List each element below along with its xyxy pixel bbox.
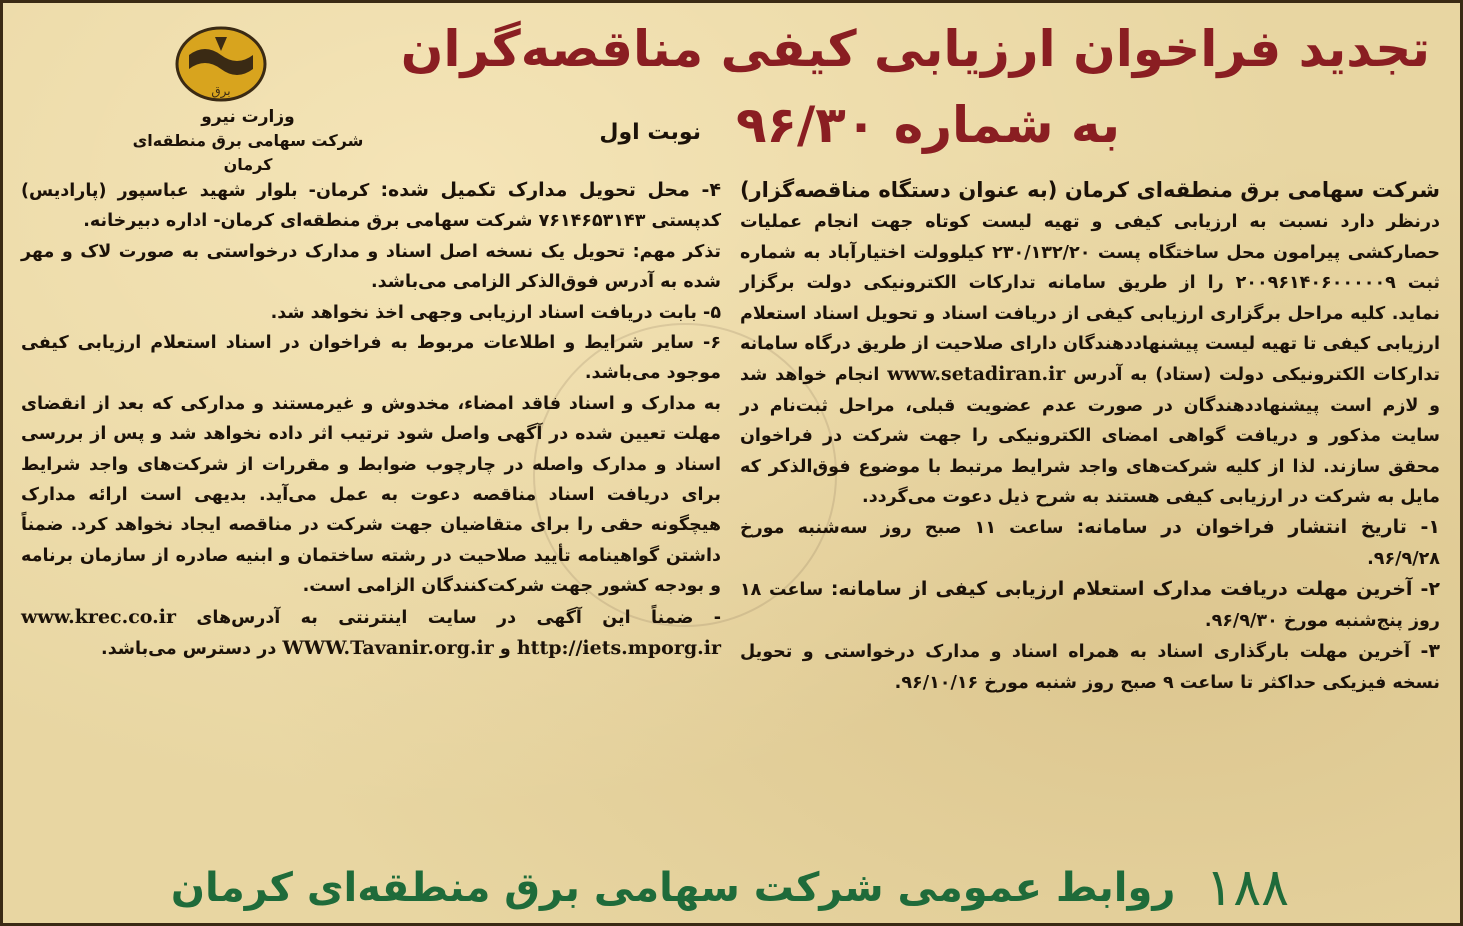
item-1-heading: ۱- تاریخ انتشار فراخوان در سامانه: <box>1076 516 1440 539</box>
item-3 <box>740 636 1440 698</box>
intro-text: درنظر دارد نسبت به ارزیابی کیفی و تهیه لیست کوتاه جهت انجام عملیات حصارکشی پیرامون محل ساختگاه پست ۲۳۰/۱۳۲/۲۰ کیلوولت اختیارآباد به شماره ثبت ۲۰۰۹۶۱۴۰۶۰۰۰۰۰۹ را از طریق سامانه تدارکات الکترونیکی دولت برگزار نماید. کلیه مراحل برگزاری ارزیابی کیفی از دریافت اسناد و تحویل اسناد استعلام ارزیابی کیفی تا تهیه لیست پیشنهاددهندگان دارای صلاحیت از طریق درگاه سامانه تدارکات الکترونیکی دولت (ستاد) به آدرس <box>740 212 1441 386</box>
item-1 <box>740 512 1440 574</box>
ad-number: ۱۸۸ <box>1205 858 1290 918</box>
item-5: ۵- بابت دریافت اسناد ارزیابی وجهی اخذ نخواهد شد. <box>270 302 721 323</box>
tavanir-logo-icon <box>175 25 267 103</box>
item-3-heading: ۳- <box>1420 640 1440 663</box>
intro-bold: شرکت سهامی برق منطقه‌ای کرمان (به عنوان دستگاه مناقصه‌گزار) <box>740 178 1440 202</box>
websites-paragraph <box>21 602 721 665</box>
conditions-paragraph: به مدارک و اسناد فاقد امضاء، مخدوش و غیرمستند و مدارکی که بعد از انقضای مهلت تعیین شده در آگهی واصل شود ترتیب اثر داده نخواهد شد و پس از بررسی اسناد و مدارک واصله در چارچوب ضوابط و مقررات از شرکت‌های واجد شرایط برای دریافت اسناد مناقصه دعوت به عمل می‌آید. بدیهی است ارائه مدارک هیچگونه حقی را برای متقاضیان جهت شرکت در مناقصه ایجاد نخواهد کرد. ضمناً داشتن گواهینامه تأیید صلاحیت در رشته ساختمان و ابنیه صادره از سازمان برنامه و بودجه کشور جهت شرکت‌کنندگان الزامی است. <box>21 393 721 597</box>
ad-title-number: به شماره ۹۶/۳۰ <box>735 96 1120 154</box>
item-6: ۶- سایر شرایط و اطلاعات مربوط به فراخوان در اسناد استعلام ارزیابی کیفی موجود می‌باشد. <box>21 333 721 384</box>
publication-round: نوبت اول <box>599 120 701 145</box>
websites-outro: در دسترس می‌باشد. <box>101 639 283 660</box>
krec-link[interactable]: www.krec.co.ir <box>21 605 176 628</box>
ministry-name: وزارت نیرو <box>201 107 295 127</box>
company-name: شرکت سهامی برق منطقه‌ای کرمان <box>132 131 364 174</box>
footer-text: روابط عمومی شرکت سهامی برق منطقه‌ای کرمان <box>170 865 1176 911</box>
websites-intro: - ضمناً این آگهی در سایت اینترنتی به آدرس‌های <box>196 607 722 628</box>
item-2-text: ساعت ۱۸ روز پنج‌شنبه مورخ ۹۶/۹/۳۰. <box>740 580 1440 631</box>
setad-link[interactable]: www.setadiran.ir <box>887 363 1066 386</box>
intro-text-2: انجام خواهد شد و لازم است پیشنهاددهندگان در صورت عدم عضویت قبلی، مراحل ثبت‌نام در سایت مذکور و دریافت گواهی امضای الکترونیکی را جهت شرکت در فراخوان محقق سازند. لذا از کلیه شرکت‌های واجد شرایط مرتبط با موضوع فوق‌الذکر که مایل به شرکت در ارزیابی کیفی هستند به شرح ذیل دعوت می‌گردد. <box>740 365 1440 508</box>
footer <box>20 855 1440 917</box>
item-2-heading: ۲- آخرین مهلت دریافت مدارک استعلام ارزیابی کیفی از سامانه: <box>830 578 1440 601</box>
item-4-heading: ۴- محل تحویل مدارک تکمیل شده: <box>380 179 721 201</box>
item-4 <box>21 175 721 237</box>
important-note: تذکر مهم: تحویل یک نسخه اصل اسناد و مدارک درخواستی به صورت لاک و مهر شده به آدرس فوق‌الذکر الزامی می‌باشد. <box>21 241 721 293</box>
ad-title: تجدید فراخوان ارزیابی کیفی مناقصه‌گران <box>400 20 1430 78</box>
iets-link[interactable]: http://iets.mporg.ir <box>516 637 721 660</box>
left-column <box>21 175 721 665</box>
item-1-text: ساعت ۱۱ صبح روز سه‌شنبه مورخ ۹۶/۹/۲۸. <box>740 518 1440 569</box>
svg-text:برق: برق <box>211 84 231 98</box>
item-2 <box>740 574 1440 636</box>
intro-paragraph <box>740 175 1440 512</box>
item-4-text: کرمان- بلوار شهید عباسپور (پارادیس) کدپستی ۷۶۱۴۶۵۳۱۴۳ شرکت سهامی برق منطقه‌ای کرمان- اداره دبیرخانه. <box>21 181 721 232</box>
tavanir-link[interactable]: WWW.Tavanir.org.ir <box>282 637 494 660</box>
item-3-text: آخرین مهلت بارگذاری اسناد به همراه اسناد و مدارک درخواستی و تحویل نسخه فیزیکی حداکثر تا ساعت ۹ صبح روز شنبه مورخ ۹۶/۱۰/۱۶. <box>740 642 1440 693</box>
ministry-block <box>123 105 373 177</box>
right-column <box>740 175 1440 698</box>
and-word: و <box>493 639 517 660</box>
